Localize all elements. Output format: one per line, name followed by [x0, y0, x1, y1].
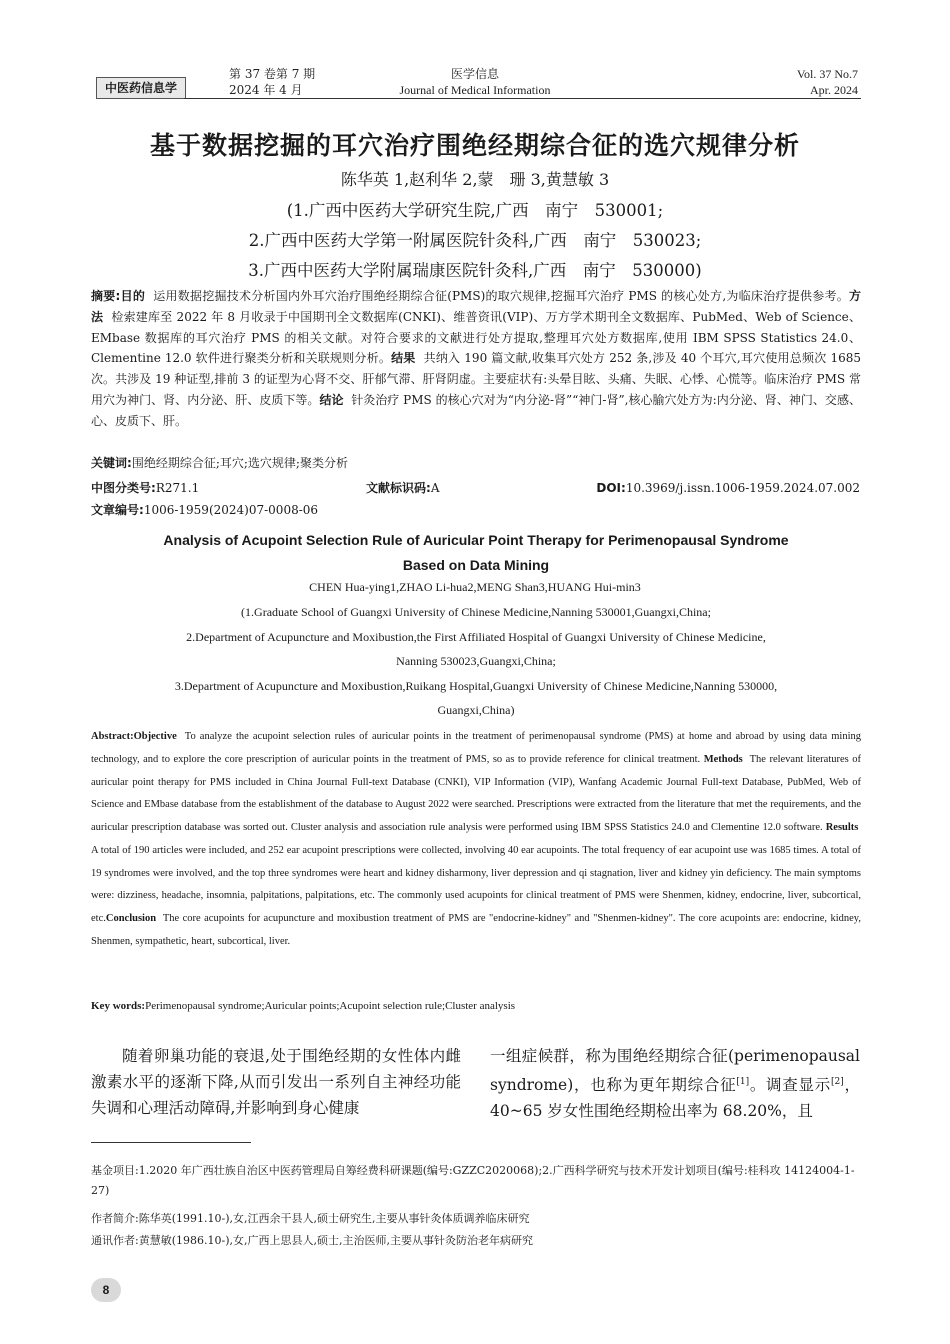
date-cn: 2024 年 4 月	[229, 83, 303, 97]
affiliation-cn-1: (1.广西中医药大学研究生院,广西 南宁 530001;	[286, 201, 664, 220]
header-right	[797, 66, 858, 98]
doc-value: A	[430, 481, 440, 495]
results-en-text: A total of 190 articles were included, and 252 ear acupoint prescriptions were collected, involving 40 ear acupoints. The total frequency of ear acupoint use was 1685 times. A total of 19 syndromes were involved, and the top three syndromes were heart and kidney disharmony, liver depression and qi stagnation, liver and kidney yin deficiency. The main symptoms were: dizziness, headache, insomnia, palpitations, palpitations, etc. The commonly used acupoints for clinical treatment of PMS were Shenmen, kidney, endocrine, liver, subcortical, etc.	[91, 844, 861, 924]
date-en: Apr. 2024	[810, 83, 858, 97]
body-right-column	[490, 1043, 860, 1124]
keywords-en	[91, 1000, 515, 1012]
journal-en: Journal of Medical Information	[399, 83, 551, 97]
abstract-en	[91, 726, 861, 954]
keywords-en-text: Perimenopausal syndrome;Auricular points;Acupoint selection rule;Cluster analysis	[145, 1000, 516, 1012]
journal-cn: 医学信息	[450, 67, 499, 81]
abstract-en-label: Abstract:	[91, 731, 134, 742]
conclusion-text: 针灸治疗 PMS 的核心穴对为“内分泌-肾”“神门-肾”,核心腧穴处方为:内分泌、肾、神门、交感、心、皮质下、肝。	[91, 392, 861, 428]
title-en-line-2: Based on Data Mining	[402, 557, 550, 573]
objective-text: 运用数据挖掘技术分析国内外耳穴治疗围绝经期综合征(PMS)的取穴规律,挖掘耳穴治疗 PMS 的核心处方,为临床治疗提供参考。	[153, 289, 849, 303]
authors-cn: 陈华英 1,赵利华 2,蒙 珊 3,黄慧敏 3	[340, 170, 610, 189]
doc-code	[366, 479, 439, 497]
citation-1[interactable]: [1]	[736, 1077, 750, 1087]
results-label: 结果	[391, 351, 416, 366]
methods-text: 检索建库至 2022 年 8 月收录于中国期刊全文数据库(CNKI)、维普资讯(VIP)、万方学术期刊全文数据库、PubMed、Web of Science、EMbase 数据库的耳穴治疗 PMS 的相关文献。对符合要求的文献进行处方提取,整理耳穴处方数据库,使用 IBM SPSS Statistics 24.0、Clementine 12.0 软件进行聚类分析和关联规则分析。	[91, 309, 861, 366]
title-cn: 基于数据挖掘的耳穴治疗围绝经期综合征的选穴规律分析	[149, 131, 800, 160]
citation-2[interactable]: [2]	[831, 1077, 844, 1087]
affiliation-en-5: Guangxi,China)	[437, 703, 515, 717]
doi	[596, 479, 860, 497]
body-right-text-a: 一组症候群，称为围绝经期综合征(perimenopausal syndrome)，也称为更年期综合征	[490, 1047, 860, 1095]
objective-en-label: Objective	[133, 731, 177, 742]
objective-en-text: To analyze the acupoint selection rules of auricular points in the treatment of perimenopausal syndrome (PMS) at home and abroad by using data mining technology, and to explore the core prescription of auricular points in the treatment of PMS, so as to provide reference for clinical treatment.	[91, 731, 862, 765]
affiliation-en-3: Nanning 530023,Guangxi,China;	[396, 654, 556, 668]
conclusion-en-label: Conclusion	[105, 913, 157, 924]
keywords-cn-text: 围绝经期综合征;耳穴;选穴规律;聚类分析	[131, 456, 348, 470]
keywords-cn-label: 关键词:	[91, 456, 132, 470]
keywords-cn	[91, 454, 348, 472]
affiliation-cn-2: 2.广西中医药大学第一附属医院针灸科,广西 南宁 530023;	[248, 231, 702, 250]
conclusion-label: 结论	[319, 392, 344, 407]
affiliation-en-4: 3.Department of Acupuncture and Moxibustion,Ruikang Hospital,Guangxi University of Chinese Medicine,Nanning 530000,	[174, 678, 778, 693]
keywords-en-label: Key words:	[91, 1000, 146, 1012]
abstract-cn-label: 摘要:	[91, 289, 121, 303]
page-number: 8	[91, 1278, 121, 1302]
clc-value: R271.1	[155, 481, 200, 495]
results-en-label: Results	[825, 822, 859, 833]
footnote-author: 作者简介:陈华英(1991.10-),女,江西余干县人,硕士研究生,主要从事针灸体质调养临床研究	[91, 1212, 530, 1225]
methods-label: 方法	[91, 289, 861, 324]
abstract-cn	[91, 286, 861, 432]
affiliation-en-1: (1.Graduate School of Guangxi University of Chinese Medicine,Nanning 530001,Guangxi,China;	[241, 605, 711, 619]
methods-en-label: Methods	[703, 753, 743, 765]
results-text: 共纳入 190 篇文献,收集耳穴处方 252 条,涉及 40 个耳穴,耳穴使用总频次 1685 次。共涉及 19 种证型,排前 3 的证型为心肾不交、肝郁气滞、肝肾阴虚。主要症状有:头晕目眩、头痛、失眠、心悸、心慌等。临床治疗 PMS 常用穴为神门、肾、内分泌、肝、皮质下等。	[91, 351, 861, 407]
doc-label: 文献标识码:	[366, 481, 431, 495]
header-rule	[184, 98, 861, 99]
clc-number	[91, 479, 199, 497]
authors-en: CHEN Hua-ying1,ZHAO Li-hua2,MENG Shan3,HUANG Hui-min3	[309, 580, 641, 594]
footnote-rule	[91, 1142, 251, 1143]
article-value: 1006-1959(2024)07-0008-06	[143, 503, 319, 517]
article-label: 文章编号:	[91, 503, 144, 517]
doi-label: DOI:	[596, 481, 626, 495]
footnote-funding: 基金项目:1.2020 年广西壮族自治区中医药管理局自筹经费科研课题(编号:GZZC2020068);2.广西科学研究与技术开发计划项目(编号:桂科攻 14124004-1-27)	[91, 1164, 855, 1197]
affiliation-cn-3: 3.广西中医药大学附属瑞康医院针灸科,广西 南宁 530000)	[248, 261, 702, 280]
section-badge: 中医药信息学	[96, 77, 186, 99]
affiliations-en	[91, 600, 861, 723]
clc-label: 中图分类号:	[91, 481, 156, 495]
affiliation-en-2: 2.Department of Acupuncture and Moxibustion,the First Affiliated Hospital of Guangxi University of Chinese Medicine,	[186, 629, 766, 644]
volume-cn: 第 37 卷第 7 期	[229, 67, 316, 81]
doi-value[interactable]: 10.3969/j.issn.1006-1959.2024.07.002	[625, 481, 860, 495]
title-en-line-1: Analysis of Acupoint Selection Rule of Auricular Point Therapy for Perimenopausal Syndrome	[163, 532, 789, 548]
objective-label: 目的	[120, 289, 146, 303]
footnote-corresponding: 通讯作者:黄慧敏(1986.10-),女,广西上思县人,硕士,主治医师,主要从事针灸防治老年病研究	[91, 1234, 533, 1247]
body-right-text-b: 。调查显示	[749, 1076, 831, 1095]
title-en	[91, 528, 861, 578]
methods-en-text: The relevant literatures of auricular point therapy for PMS included in China Journal Full-text Database (CNKI), VIP Information (VIP), Wanfang Academic Journal Full-text Database, PubMed, Web of Science and EMbase database from the establishment of the database to August 2022 were searched. Prescriptions were extracted from the literature that met the requirements, and the auricular prescription database was sorted out. Cluster analysis and association rule analysis were performed using IBM SPSS Statistics 24.0 and Clementine 12.0 software.	[91, 753, 861, 833]
body-right-text-c: ，40~65 岁女性围绝经期检出率为 68.20%，且	[490, 1076, 860, 1121]
conclusion-en-text: The core acupoints for acupuncture and moxibustion treatment of PMS are "endocrine-kidney" and "Shenmen-kidney". The core acupoints are: endocrine, kidney, Shenmen, sympathetic, heart, subcortical, liver.	[91, 913, 862, 947]
article-number	[91, 501, 318, 519]
body-left-column: 随着卵巢功能的衰退,处于围绝经期的女性体内雌激素水平的逐渐下降,从而引发出一系列自主神经功能失调和心理活动障碍,并影响到身心健康	[91, 1047, 461, 1117]
volume-en: Vol. 37 No.7	[796, 67, 858, 81]
